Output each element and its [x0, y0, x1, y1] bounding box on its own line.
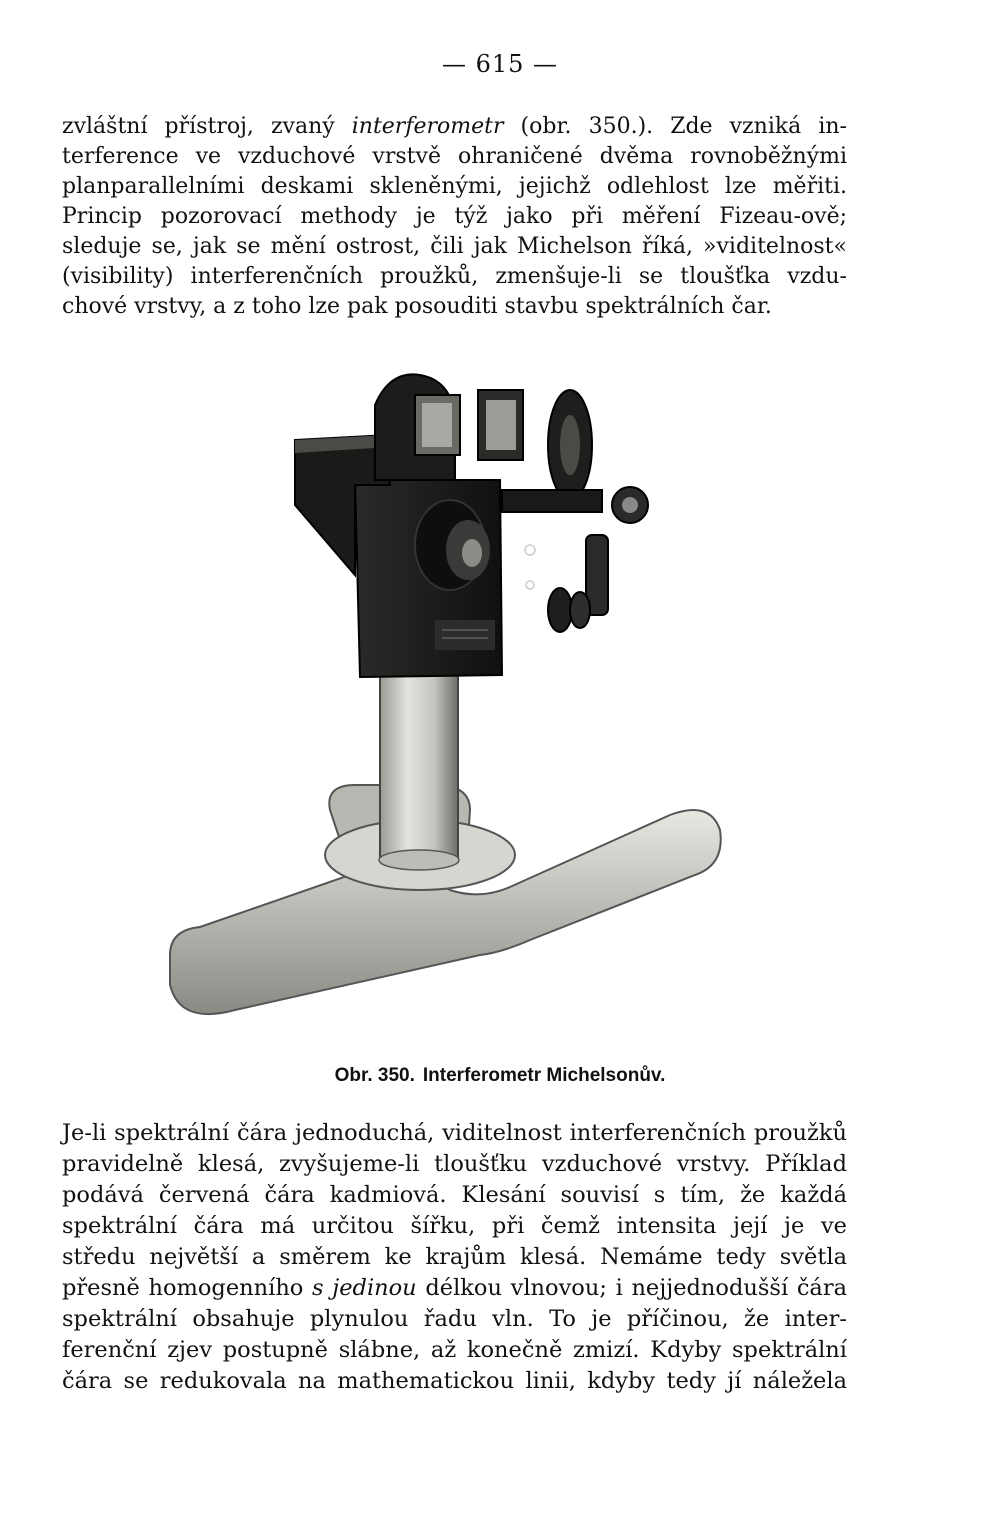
page-number: — 615 — [441, 50, 559, 78]
text-line: planparallelními deskami skleněnými, jejichž odlehlost lze měřiti. [62, 174, 847, 199]
caption-label: Obr. 350. [334, 1065, 415, 1086]
text-line: ferenční zjev postupně slábne, až konečně zmizí. Kdyby spektrální [62, 1337, 847, 1363]
interferometer-figure [150, 355, 750, 1045]
figure-caption [0, 1065, 1000, 1087]
text-line: čára se redukovala na mathematickou linii, kdyby tedy jí náležela [62, 1368, 847, 1394]
italic-term: interferometr [351, 114, 504, 139]
text-line: podává červená čára kadmiová. Klesání souvisí s tím, že každá [62, 1182, 847, 1208]
text-line: pravidelně klesá, zvyšujeme-li tloušťku vzduchové vrstvy. Příklad [62, 1151, 847, 1177]
text-line: zvláštní přístroj, zvaný interferometr (obr. 350.). Zde vzniká in- [62, 114, 847, 139]
text-line: chové vrstvy, a z toho lze pak posouditi stavbu spektrálních čar. [62, 294, 772, 319]
italic-phrase: s jedinou [312, 1275, 417, 1301]
text-line: středu největší a směrem ke krajům klesá. Nemáme tedy světla [62, 1244, 847, 1270]
text-line: spektrální obsahuje plynulou řadu vln. To je příčinou, že inter- [62, 1306, 847, 1332]
paragraph-intro [62, 112, 847, 322]
text-line: spektrální čára má určitou šířku, při čemž intensita její je ve [62, 1213, 847, 1239]
text-line: terference ve vzduchové vrstvě ohraničené dvěma rovnoběžnými [62, 144, 847, 169]
text-line: sleduje se, jak se mění ostrost, čili jak Michelson říká, »viditelnost« [62, 234, 847, 259]
interferometer-illustration [150, 355, 750, 1045]
text-line: (visibility) interferenčních proužků, zmenšuje-li se tloušťka vzdu- [62, 264, 847, 289]
caption-text: Interferometr Michelsonův. [422, 1065, 666, 1086]
paragraph-body [62, 1118, 847, 1397]
text-line: Je-li spektrální čára jednoduchá, viditelnost interferenčních proužků [62, 1120, 847, 1146]
text-line: Princip pozorovací methody je týž jako při měření Fizeau-ově; [62, 204, 847, 229]
text-line: přesně homogenního s jedinou délkou vlnovou; i nejjednodušší čára [62, 1275, 848, 1301]
